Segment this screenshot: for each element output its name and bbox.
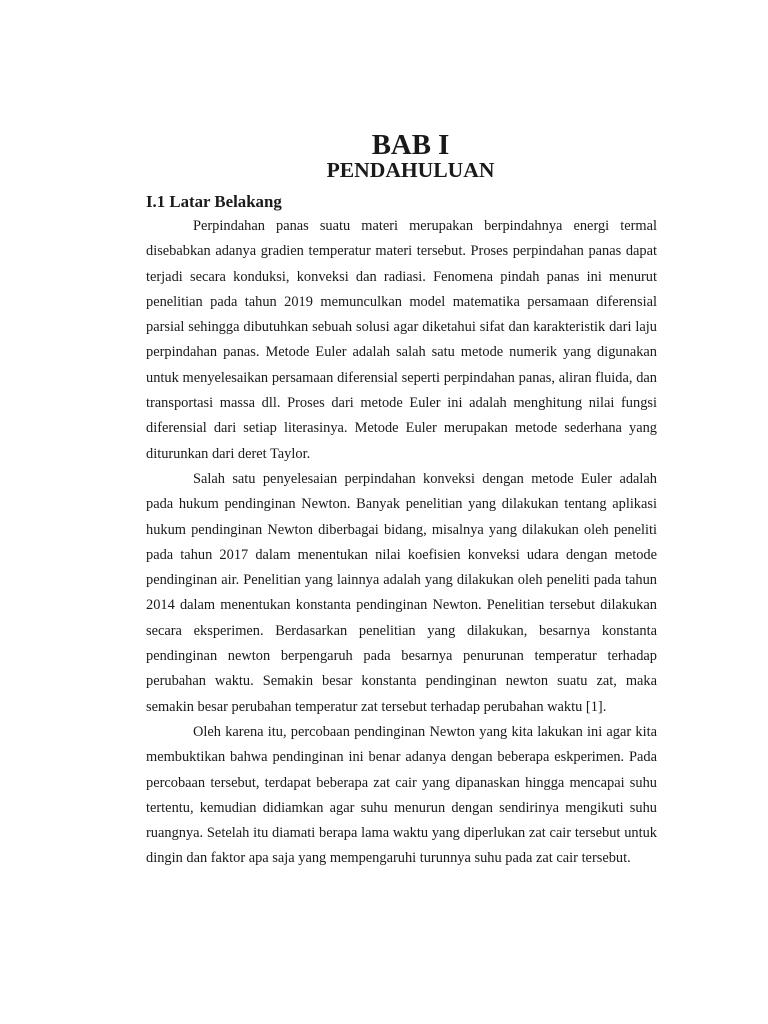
body-paragraph-2: Salah satu penyelesaian perpindahan konveksi dengan metode Euler adalah pada hukum pendinginan Newton. Banyak penelitian yang dilakukan tentang aplikasi hukum pendinginan Newton diberbagai bidang, misalnya yang dilakukan oleh peneliti pada tahun 2017 dalam menentukan nilai koefisien konveksi udara dengan metode pendinginan air. Penelitian yang lainnya adalah yang dilakukan oleh peneliti pada tahun 2014 dalam menentukan konstanta pendinginan Newton. Penelitian tersebut dilakukan secara eksperimen. Berdasarkan penelitian yang dilakukan, besarnya konstanta pendinginan newton berpengaruh pada besarnya penurunan temperatur terhadap perubahan waktu. Semakin besar konstanta pendinginan newton suatu zat, maka semakin besar perubahan temperatur zat tersebut terhadap perubahan waktu [1]. xyxy=(146,470,657,715)
chapter-title: PENDAHULUAN xyxy=(326,158,495,182)
chapter-number: BAB I xyxy=(371,129,450,161)
body-paragraph-1: Perpindahan panas suatu materi merupakan berpindahnya energi termal disebabkan adanya gradien temperatur materi tersebut. Proses perpindahan panas dapat terjadi secara konduksi, konveksi dan radiasi. Fenomena pindah panas ini menurut penelitian pada tahun 2019 memunculkan model matematika persamaan diferensial parsial sehingga dibutuhkan sebuah solusi agar diketahui sifat dan karakteristik dari laju perpindahan panas. Metode Euler adalah salah satu metode numerik yang digunakan untuk menyelesaikan persamaan diferensial seperti perpindahan panas, aliran fluida, dan transportasi massa dll. Proses dari metode Euler ini adalah menghitung nilai fungsi diferensial dari setiap literasinya. Metode Euler merupakan metode sederhana yang diturunkan dari deret Taylor. xyxy=(146,218,657,462)
body-paragraph-3: Oleh karena itu, percobaan pendinginan Newton yang kita lakukan ini agar kita membuktikan bahwa pendinginan ini benar adanya dengan beberapa eskperimen. Pada percobaan tersebut, terdapat beberapa zat cair yang dipanaskan hingga mencapai suhu tertentu, kemudian didiamkan agar suhu menurun dengan sendirinya mengikuti suhu ruangnya. Setelah itu diamati berapa lama waktu yang diperlukan zat cair tersebut untuk dingin dan faktor apa saja yang mempengaruhi turunnya suhu pada zat cair tersebut. xyxy=(146,723,657,867)
page-content xyxy=(146,129,657,872)
section-heading: I.1 Latar Belakang xyxy=(146,192,282,211)
